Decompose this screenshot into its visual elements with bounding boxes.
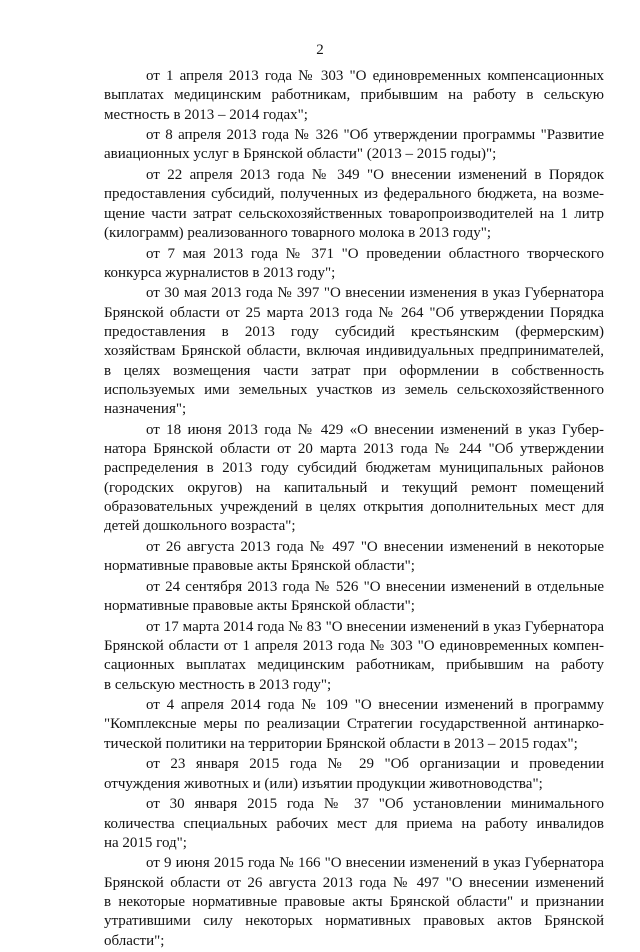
decree-paragraph xyxy=(104,421,604,537)
text-line: щение части затрат сельскохозяйственных товаропроизводителей на 1 литр xyxy=(104,205,604,222)
decree-paragraph xyxy=(104,126,604,165)
text-line: от 30 января 2015 года № 37 "Об установлении минимального xyxy=(146,796,604,813)
text-line: от 17 марта 2014 года № 83 "О внесении изменений в указ Губернатора xyxy=(146,618,604,635)
page-number: 2 xyxy=(316,42,324,58)
decree-paragraph xyxy=(104,245,604,284)
text-line: "Комплексные меры по реализации Стратегии государственной антинарко- xyxy=(104,716,604,733)
text-line: от 26 августа 2013 года № 497 "О внесении изменений в некоторые xyxy=(146,538,604,555)
text-line: (городских округов) на капитальный и текущий ремонт помещений xyxy=(104,479,604,496)
text-line: тической политики на территории Брянской области в 2013 – 2015 годах"; xyxy=(104,735,578,752)
text-line: детей дошкольного возраста"; xyxy=(104,518,296,535)
text-line: от 18 июня 2013 года № 429 «О внесении изменений в указ Губер- xyxy=(146,421,604,438)
text-line: от 22 апреля 2013 года № 349 "О внесении изменений в Порядок xyxy=(146,167,604,184)
text-line: от 1 апреля 2013 года № 303 "О единовременных компенсационных xyxy=(146,68,604,84)
text-line: от 24 сентября 2013 года № 526 "О внесении изменений в отдельные xyxy=(146,578,604,595)
text-line: в сельскую местность в 2013 году"; xyxy=(104,676,332,693)
text-line: от 30 мая 2013 года № 397 "О внесении изменения в указ Губернатора xyxy=(146,285,604,302)
text-line: местность в 2013 – 2014 годах"; xyxy=(104,106,308,123)
text-line: используемых ими земельных участков из земель сельскохозяйственного xyxy=(104,381,604,398)
text-line: распределения в 2013 году субсидий бюджетам муниципальных районов xyxy=(104,460,604,477)
text-line: натора Брянской области от 20 марта 2013 года № 244 "Об утверждении xyxy=(104,441,604,458)
text-line: от 4 апреля 2014 года № 109 "О внесении изменений в программу xyxy=(146,697,604,714)
text-line: в некоторые нормативные правовые акты Брянской области" и признании xyxy=(104,894,604,911)
text-line: нормативные правовые акты Брянской области"; xyxy=(104,558,415,575)
document-body xyxy=(104,67,604,952)
text-line: назначения"; xyxy=(104,401,187,418)
text-line: утратившими силу некоторых нормативных правовых актов Брянской xyxy=(104,913,604,930)
decree-paragraph xyxy=(104,854,604,950)
decree-paragraph xyxy=(104,618,604,695)
text-line: предоставления в 2013 году субсидий крестьянским (фермерским) xyxy=(104,324,604,341)
text-line: (килограмм) реализованного товарного молока в 2013 году"; xyxy=(104,224,491,241)
text-line: хозяйствам Брянской области, включая индивидуальных предпринимателей, xyxy=(104,343,604,360)
text-line: авиационных услуг в Брянской области" (2013 – 2015 годы)"; xyxy=(104,146,497,163)
text-line: предоставления субсидий, полученных из федерального бюджета, на возме- xyxy=(104,186,604,203)
decree-paragraph xyxy=(104,696,604,754)
text-line: Брянской области от 1 апреля 2013 года № 303 "О единовременных компен- xyxy=(104,637,604,654)
text-line: Брянской области от 25 марта 2013 года № 264 "Об утверждении Порядка xyxy=(104,304,604,321)
text-line: количества специальных рабочих мест для приема на работу инвалидов xyxy=(104,815,604,832)
decree-paragraph xyxy=(104,795,604,853)
decree-paragraph xyxy=(104,538,604,577)
text-line: Брянской области от 26 августа 2013 года № 497 "О внесении изменений xyxy=(104,874,604,891)
text-line: нормативные правовые акты Брянской области"; xyxy=(104,598,415,615)
decree-paragraph xyxy=(104,284,604,419)
text-line: выплатах медицинским работникам, прибывшим на работу в сельскую xyxy=(104,87,604,104)
decree-paragraph xyxy=(104,578,604,617)
text-line: от 8 апреля 2013 года № 326 "Об утверждении программы "Развитие xyxy=(146,127,604,144)
text-line: на 2015 год"; xyxy=(104,834,187,851)
text-line: от 9 июня 2015 года № 166 "О внесении изменений в указ Губернатора xyxy=(146,855,604,872)
text-line: образовательных учреждений в целях открытия дополнительных мест для xyxy=(104,499,604,516)
decree-paragraph xyxy=(104,67,604,125)
text-line: от 23 января 2015 года № 29 "Об организации и проведении xyxy=(146,756,604,773)
decree-paragraph xyxy=(104,166,604,243)
text-line: в целях возмещения части затрат при оформлении в собственность xyxy=(104,362,604,379)
text-line: сационных выплатах медицинским работникам, прибывшим на работу xyxy=(104,657,604,674)
decree-paragraph xyxy=(104,755,604,794)
text-line: конкурса журналистов в 2013 году"; xyxy=(104,264,336,281)
text-line: от 7 мая 2013 года № 371 "О проведении областного творческого xyxy=(146,245,604,262)
text-line: области"; xyxy=(104,932,165,949)
text-line: отчуждения животных и (или) изъятии продукции животноводства"; xyxy=(104,775,543,792)
